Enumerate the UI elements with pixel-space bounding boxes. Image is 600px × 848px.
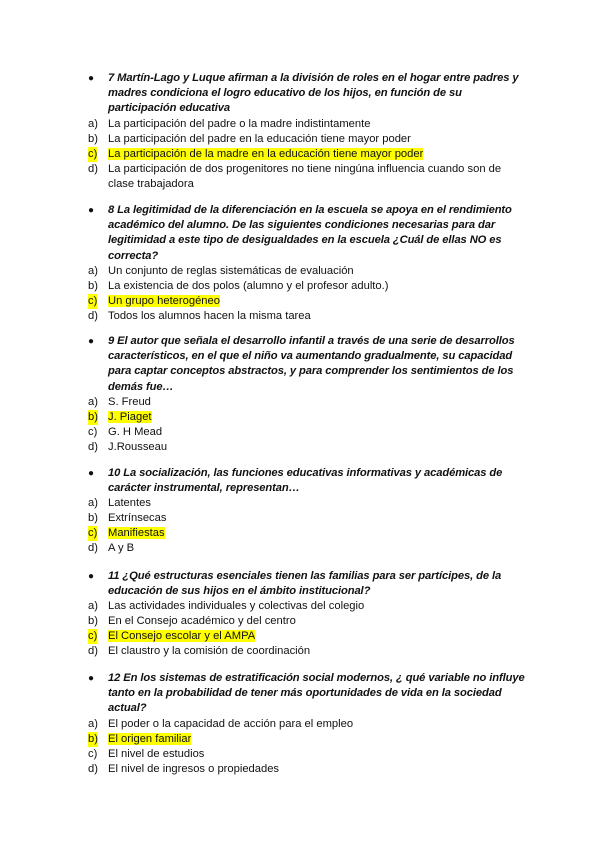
bullet-icon: ● <box>88 673 94 684</box>
option-letter: d) <box>88 309 98 322</box>
option-d <box>88 762 528 777</box>
option-text-highlighted: La participación de la madre en la educación tiene mayor poder <box>108 147 424 160</box>
option-letter: b) <box>88 279 98 292</box>
option-a <box>88 717 528 732</box>
option-letter: d) <box>88 542 98 555</box>
option-letter: d) <box>88 645 98 658</box>
option-list <box>88 395 528 455</box>
option-d <box>88 162 528 192</box>
option-d <box>88 541 528 556</box>
option-text: J.Rousseau <box>108 440 168 453</box>
question-10 <box>88 466 528 556</box>
question-text: 9 El autor que señala el desarrollo infantil a través de una serie de desarrollos característicos, en el que el niño va aumentando gradualmente, su capacidad para captar conceptos abstractos, y para comprender los sentimientos de los demás fue… <box>108 335 515 393</box>
option-letter: d) <box>88 762 98 775</box>
option-d <box>88 644 528 659</box>
bullet-icon: ● <box>88 468 94 479</box>
option-a <box>88 395 528 410</box>
option-c <box>88 526 528 541</box>
question-text: 8 La legitimidad de la diferenciación en la escuela se apoya en el rendimiento académico del alumno. De las siguientes condiciones necesarias para dar legitimidad a este tipo de desigualdades en la escuela ¿Cuál de ellas NO es correcta? <box>108 204 512 262</box>
option-letter: b) <box>88 512 98 525</box>
option-text-highlighted: J. Piaget <box>108 410 152 423</box>
question-text: 7 Martín-Lago y Luque afirman a la división de roles en el hogar entre padres y madres condiciona el logro educativo de los hijos, en función de su participación educativa <box>108 72 519 115</box>
option-list <box>88 496 528 556</box>
question-text: 12 En los sistemas de estratificación social modernos, ¿ qué variable no influye tanto en la probabilidad de tener más oportunidades de vida en la sociedad actual? <box>108 672 525 715</box>
option-letter: c) <box>88 425 98 438</box>
bullet-icon: ● <box>88 571 94 582</box>
option-a <box>88 117 528 132</box>
option-letter: c) <box>88 747 98 760</box>
option-list <box>88 264 528 324</box>
option-text-highlighted: El origen familiar <box>108 732 192 745</box>
option-a <box>88 496 528 511</box>
option-letter: a) <box>88 497 98 510</box>
option-text: La participación del padre en la educación tiene mayor poder <box>108 132 411 145</box>
option-text-highlighted: El Consejo escolar y el AMPA <box>108 630 256 643</box>
question-text: 10 La socialización, las funciones educativas informativas y académicas de carácter instrumental, representan… <box>108 467 503 495</box>
option-c <box>88 425 528 440</box>
question-8 <box>88 203 528 324</box>
option-letter: c) <box>88 294 98 307</box>
option-text: La existencia de dos polos (alumno y el profesor adulto.) <box>108 279 389 292</box>
option-text-highlighted: Manifiestas <box>108 527 165 540</box>
question-11 <box>88 569 528 659</box>
option-list <box>88 599 528 659</box>
option-letter: a) <box>88 395 98 408</box>
option-b <box>88 614 528 629</box>
option-letter: b) <box>88 615 98 628</box>
option-text: La participación de dos progenitores no tiene ningúna influencia cuando son de clase trabajadora <box>108 162 502 190</box>
option-text: En el Consejo académico y del centro <box>108 615 296 628</box>
option-c <box>88 294 528 309</box>
option-text: El nivel de estudios <box>108 747 205 760</box>
option-letter: b) <box>88 732 98 745</box>
option-text: La participación del padre o la madre indistintamente <box>108 117 371 130</box>
option-letter: c) <box>88 527 98 540</box>
option-letter: a) <box>88 117 98 130</box>
option-text-highlighted: Un grupo heterogéneo <box>108 294 220 307</box>
option-d <box>88 440 528 455</box>
option-letter: a) <box>88 717 98 730</box>
option-letter: a) <box>88 600 98 613</box>
bullet-icon: ● <box>88 73 94 84</box>
option-a <box>88 264 528 279</box>
option-text: S. Freud <box>108 395 151 408</box>
option-letter: c) <box>88 630 98 643</box>
question-text: 11 ¿Qué estructuras esenciales tienen las familias para ser partícipes, de la educación de sus hijos en el ámbito institucional? <box>108 570 502 598</box>
option-list <box>88 117 528 192</box>
question-9 <box>88 334 528 455</box>
option-text: G. H Mead <box>108 425 163 438</box>
option-c <box>88 629 528 644</box>
option-letter: d) <box>88 440 98 453</box>
option-text: A y B <box>108 542 135 555</box>
option-b <box>88 732 528 747</box>
option-b <box>88 279 528 294</box>
option-c <box>88 147 528 162</box>
option-text: El claustro y la comisión de coordinación <box>108 645 311 658</box>
option-c <box>88 747 528 762</box>
bullet-icon: ● <box>88 336 94 347</box>
option-text: Latentes <box>108 497 151 510</box>
option-letter: b) <box>88 410 98 423</box>
option-b <box>88 132 528 147</box>
option-b <box>88 410 528 425</box>
question-12 <box>88 671 528 777</box>
option-a <box>88 599 528 614</box>
option-letter: c) <box>88 147 98 160</box>
question-7 <box>88 71 528 192</box>
option-text: Extrínsecas <box>108 512 167 525</box>
option-letter: a) <box>88 264 98 277</box>
option-letter: b) <box>88 132 98 145</box>
option-text: Las actividades individuales y colectivas del colegio <box>108 600 365 613</box>
option-text: Todos los alumnos hacen la misma tarea <box>108 309 311 322</box>
option-list <box>88 717 528 777</box>
option-text: El poder o la capacidad de acción para el empleo <box>108 717 354 730</box>
bullet-icon: ● <box>88 205 94 216</box>
option-letter: d) <box>88 162 98 175</box>
option-b <box>88 511 528 526</box>
option-d <box>88 309 528 324</box>
option-text: Un conjunto de reglas sistemáticas de evaluación <box>108 264 354 277</box>
option-text: El nivel de ingresos o propiedades <box>108 762 280 775</box>
